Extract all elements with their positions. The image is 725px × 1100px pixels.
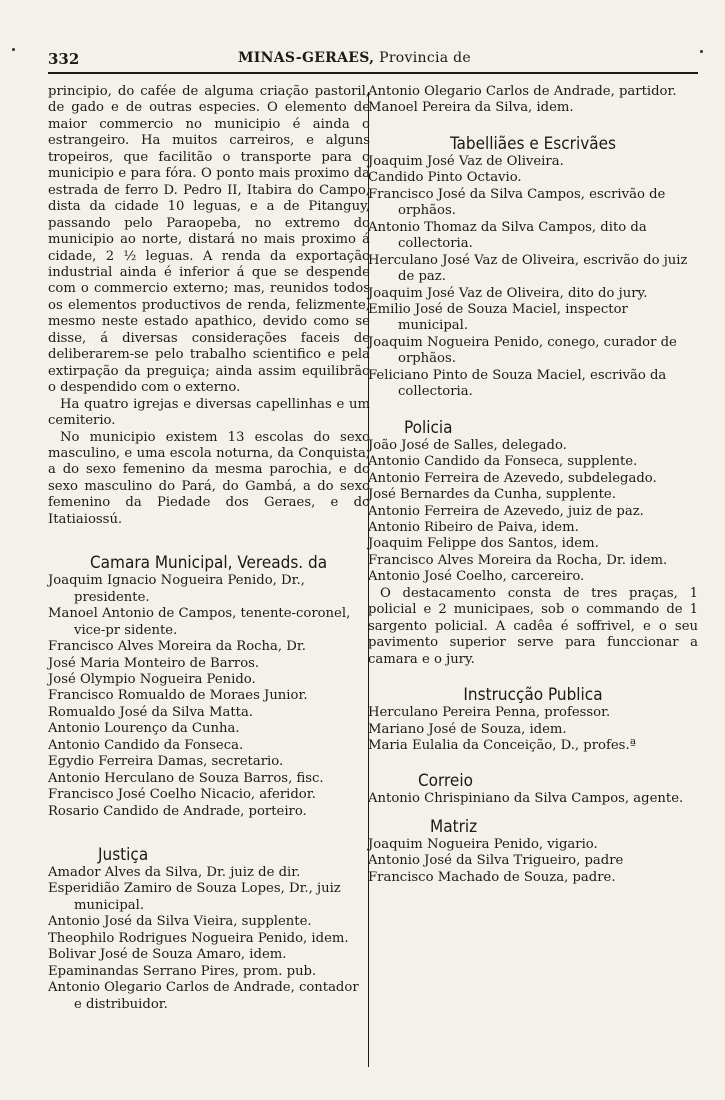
list-entry: Bolivar José de Souza Amaro, idem.: [48, 947, 287, 963]
list-entry: Francisco José da Silva Campos, escrivão de orphãos.: [368, 186, 666, 219]
list-entry: Antonio Ribeiro de Paiva, idem.: [368, 519, 579, 535]
list-entry: Herculano Pereira Penna, professor.: [368, 705, 611, 721]
list-entry: José Maria Monteiro de Barros.: [48, 655, 260, 671]
list-entry: José Bernardes da Cunha, supplente.: [368, 487, 616, 503]
tabelliaes-list: [368, 154, 698, 401]
list-entry: Manoel Antonio de Campos, tenente-coronel, vice-pr sidente.: [48, 606, 351, 638]
list-entry: Francisco Romualdo de Moraes Junior.: [48, 688, 308, 704]
list-entry: Epaminandas Serrano Pires, prom. pub.: [48, 963, 317, 979]
list-entry: Joaquim Nogueira Penido, conego, curador de orphãos.: [368, 334, 677, 367]
section-heading-matriz: Matriz: [430, 816, 478, 837]
justica-list: [48, 865, 370, 1013]
policia-note: O destacamento consta de tres praças, 1 policial e 2 municipaes, sob o commando de 1 sargento policial. A cadêa é soffrivel, e o seu pavimento superior serve para funccionar a camara e o jury.: [368, 585, 698, 667]
list-entry: Antonio Ferreira de Azevedo, subdelegado.: [368, 470, 657, 486]
list-entry: Egydio Ferreira Damas, secretario.: [48, 754, 284, 770]
list-entry: Amador Alves da Silva, Dr. juiz de dir.: [48, 865, 301, 881]
list-entry: Joaquim Felippe dos Santos, idem.: [368, 536, 599, 552]
section-heading-policia: Policia: [404, 417, 453, 438]
list-entry: Herculano José Vaz de Oliveira, escrivão do juiz de paz.: [368, 252, 688, 285]
list-entry: Francisco Machado de Souza, padre.: [368, 869, 616, 885]
list-entry: Romualdo José da Silva Matta.: [48, 704, 253, 720]
right-column: [368, 84, 698, 886]
correio-list: [368, 791, 698, 807]
page-number: 332: [48, 50, 80, 68]
body-paragraph: principio, do caféе de alguma criação pastoril, de gado e de outras especies. O elemento de maior commercio no municipio é ainda o estrangeiro. Ha muitos carreiros, e alguns tropeiros, que facilitão o transporte para o municipio e para fóra. O ponto mais proximo da estrada de ferro D. Pedro II, Itabira do Campo, dista da cidade 10 leguas, e a de Pitanguy, passando pelo Paraopeba, no extremo do municipio ao norte, distará no mais proximo á cidade, 2 ½ leguas. A renda da exportação industrial ainda é inferior á que se despende com o commercio externo; mas, reunidos todos os elementos productivos de renda, felizmente, mesmo neste estado apathico, devido como se disse, á diversas considerações faceis de deliberarem-se pelo trabalho scientifico e pela extirpação da preguiça; ainda assim equilibrão o despendido com o externo.: [48, 84, 370, 396]
section-heading-tabelliaes: Tabelliães e Escrivães: [449, 133, 617, 154]
list-entry: Antonio José da Silva Trigueiro, padre: [368, 853, 624, 869]
list-entry: José Olympio Nogueira Penido.: [48, 671, 256, 687]
running-title: [238, 50, 471, 66]
list-entry: Antonio Candido da Fonseca.: [48, 737, 244, 753]
list-entry: Maria Eulalia da Conceição, D., profes.ª: [368, 737, 636, 753]
matriz-list: [368, 837, 698, 886]
list-entry: Joaquim Nogueira Penido, vigario.: [368, 836, 598, 852]
list-entry: João José de Salles, delegado.: [368, 437, 567, 453]
speck-mark: [700, 50, 703, 53]
camara-list: [48, 573, 370, 820]
list-entry: Francisco Alves Moreira da Rocha, Dr.: [48, 639, 306, 655]
list-entry: Emilio José de Souza Maciel, inspector municipal.: [368, 301, 628, 334]
running-title-main: MINAS-GERAES,: [238, 50, 375, 66]
list-entry: Feliciano Pinto de Souza Maciel, escrivão da collectoria.: [368, 367, 667, 400]
list-entry: Theophilo Rodrigues Nogueira Penido, idem.: [48, 930, 349, 946]
header-rule: [48, 72, 698, 74]
list-entry: Candido Pinto Octavio.: [368, 170, 522, 186]
list-entry: Mariano José de Souza, idem.: [368, 721, 567, 737]
section-heading-correio: Correio: [418, 771, 473, 792]
list-entry: Francisco José Coelho Nicacio, aferidor.: [48, 787, 316, 803]
section-heading-instruccao: Instrucção Publica: [463, 685, 603, 706]
instruccao-list: [368, 705, 698, 754]
list-entry: Antonio Chrispiniano da Silva Campos, agente.: [368, 791, 684, 807]
policia-list: [368, 438, 698, 586]
speck-mark: [12, 48, 15, 51]
list-entry: Antonio Olegario Carlos de Andrade, partidor.: [368, 84, 677, 99]
list-entry: Esperidião Zamiro de Souza Lopes, Dr., juiz municipal.: [48, 881, 341, 913]
list-entry: Antonio José Coelho, carcereiro.: [368, 569, 585, 585]
list-entry: Antonio Lourenço da Cunha.: [48, 721, 240, 737]
running-header: [48, 50, 696, 72]
list-entry: Joaquim José Vaz de Oliveira, dito do jury.: [368, 285, 648, 301]
list-entry: Francisco Alves Moreira da Rocha, Dr. idem.: [368, 552, 668, 568]
list-entry: Antonio José da Silva Vieira, supplente.: [48, 914, 312, 930]
list-entry: Antonio Ferreira de Azevedo, juiz de paz.: [368, 503, 644, 519]
list-entry: Rosario Candido de Andrade, porteiro.: [48, 803, 307, 819]
list-entry: Joaquim Ignacio Nogueira Penido, Dr., presidente.: [48, 573, 305, 605]
list-entry: Antonio Herculano de Souza Barros, fisc.: [48, 770, 324, 786]
list-entry: Joaquim José Vaz de Oliveira.: [368, 153, 564, 169]
body-paragraph: Ha quatro igrejas e diversas capellinhas e um cemiterio.: [48, 396, 370, 429]
list-entry: Antonio Thomaz da Silva Campos, dito da collectoria.: [368, 219, 647, 252]
body-paragraph: No municipio existem 13 escolas do sexo masculino, e uma escola noturna, da Conquista, a do sexo femenino da mesma parochia, e do sexo masculino do Pará, do Gambá, a do sexo femenino da Piedade dos Geraes, e do Itatiaiossú.: [48, 429, 370, 527]
running-title-rest: Provincia de: [379, 50, 472, 66]
list-entry: Antonio Candido da Fonseca, supplente.: [368, 454, 638, 470]
left-column: [48, 84, 370, 1013]
list-entry: Antonio Olegario Carlos de Andrade, contador e distribuidor.: [48, 980, 359, 1012]
section-heading-camara: Camara Municipal, Vereads. da: [90, 553, 328, 574]
list-entry: Manoel Pereira da Silva, idem.: [368, 100, 574, 116]
section-heading-justica: Justiça: [98, 845, 149, 866]
continuation-list: [368, 84, 698, 117]
